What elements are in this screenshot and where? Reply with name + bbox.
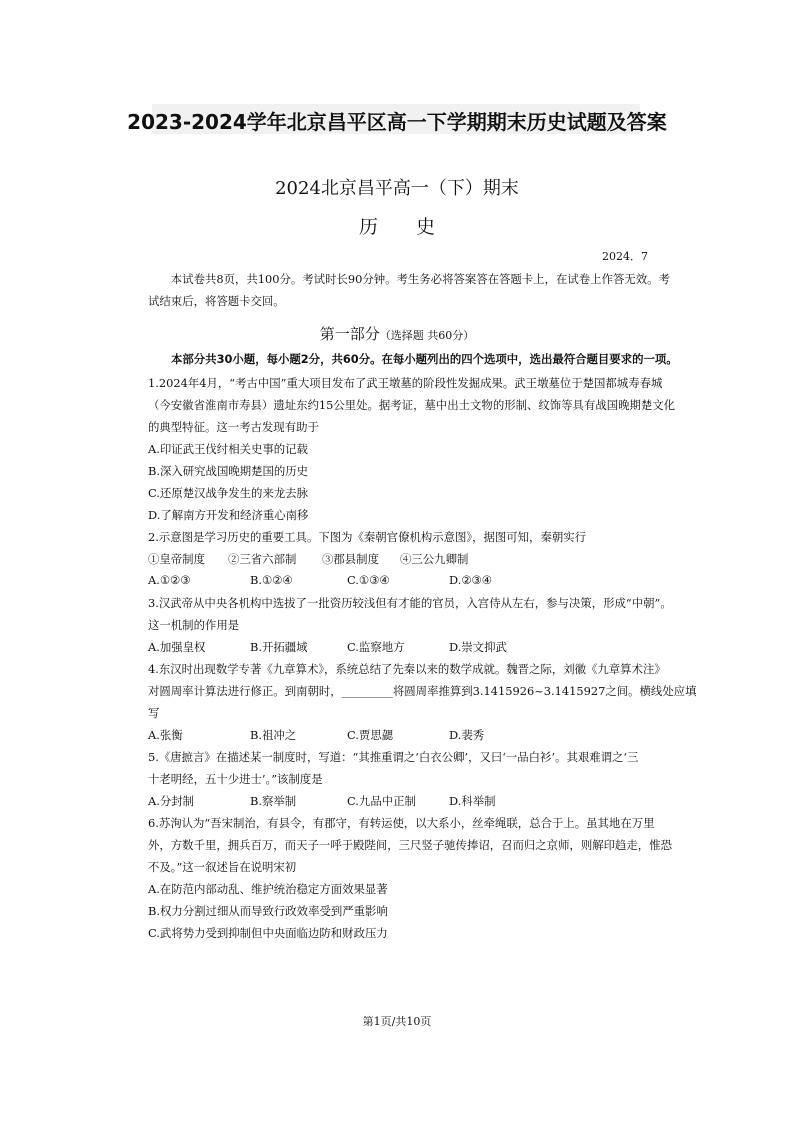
statement-item: ③郡县制度 [322,552,379,566]
answer-option: B.权力分割过细从而导致行政效率受到严重影响 [148,904,388,918]
exam-title: 2024北京昌平高一（下）期末 [275,178,519,199]
statement-item: ①皇帝制度 [148,552,205,566]
answer-option: C.①③④ [347,573,390,587]
intro-line: 本试卷共8页，共100分。考试时长90分钟。考生务必将答案答在答题卡上，在试卷上作答无效。考 [148,272,670,286]
statement-item: ④三公九卿制 [400,552,469,566]
part-heading [0,323,794,344]
answer-option: B.①②④ [250,573,293,587]
subject-title: 历 史 [358,216,435,238]
question-stem-line: 对圆周率计算法进行修正。到南朝时，_________将圆周率推算到3.1415926~3.1415927之间。横线处应填 [148,684,697,698]
question-stem-line: 5.《唐摭言》在描述某一制度时，写道：“其推重谓之‘白衣公卿’，又曰‘一品白衫’。其艰难谓之‘三 [148,750,639,764]
answer-option: D.裴秀 [449,728,485,742]
answer-option: D.②③④ [449,573,492,587]
question-stem-line: 不及。”这一叙述旨在说明宋初 [148,860,297,874]
question-stem-line: 1.2024年4月，“考古中国”重大项目发布了武王墩墓的阶段性发掘成果。武王墩墓位于楚国都城寿春城 [148,376,663,390]
answer-option: D.崇文抑武 [449,640,507,654]
answer-option: D.了解南方开发和经济重心南移 [148,508,309,522]
answer-option: A.在防范内部动乱、维护统治稳定方面效果显著 [148,882,388,896]
intro-line: 试结束后，将答题卡交回。 [148,294,285,308]
statement-item: ②三省六部制 [228,552,297,566]
question-stem-line: （今安徽省淮南市寿县）遗址东约15公里处。据考证，墓中出土文物的形制、纹饰等具有战国晚期楚文化 [148,398,676,412]
question-stem-line: 这一机制的作用是 [148,618,240,632]
question-stem-line: 2.示意图是学习历史的重要工具。下图为《秦朝官僚机构示意图》，据图可知，秦朝实行 [148,530,587,544]
answer-option: C.武将势力受到抑制但中央面临边防和财政压力 [148,926,388,940]
question-stem-line: 6.苏洵认为“吾宋制治，有县令，有郡守，有转运使，以大系小，丝牵绳联，总合于上。虽其地在万里 [148,816,655,830]
answer-option: B.开拓疆域 [250,640,308,654]
question-stem-line: 4.东汉时出现数学专著《九章算术》，系统总结了先秦以来的数学成就。魏晋之际，刘徽《九章算术注》 [148,662,666,676]
part-title: 第一部分 [319,325,380,343]
answer-option: A.张衡 [148,728,183,742]
answer-option: C.贾思勰 [347,728,394,742]
answer-option: C.监察地方 [347,640,405,654]
answer-option: B.深入研究战国晚期楚国的历史 [148,464,309,478]
answer-option: A.加强皇权 [148,640,206,654]
answer-option: D.科举制 [449,794,496,808]
question-stem-line: 外，方数千里，拥兵百万，而天子一呼于殿陛间，三尺竖子驰传捧诏，召而归之京师，则解印趋走，惟恐 [148,838,672,852]
exam-date: 2024．7 [602,250,648,263]
question-stem-line: 写 [148,706,160,720]
part-note: （选择题 共60分） [379,329,475,342]
question-stem-line: 的典型特征。这一考古发现有助于 [148,420,319,434]
answer-option: B.察举制 [250,794,297,808]
question-stem-line: 十老明经，五十少进士’。”该制度是 [148,772,323,786]
answer-option: A.分封制 [148,794,195,808]
document-banner-title: 2023-2024学年北京昌平区高一下学期期末历史试题及答案 [127,110,667,134]
answer-option: C.九品中正制 [347,794,416,808]
answer-option: A.印证武王伐纣相关史事的记载 [148,442,308,456]
part-instruction: 本部分共30小题，每小题2分，共60分。在每小题列出的四个选项中，选出最符合题目要求的一项。 [171,352,678,366]
answer-option: C.还原楚汉战争发生的来龙去脉 [148,486,309,500]
page-footer: 第1页/共10页 [362,1015,432,1028]
question-stem-line: 3.汉武帝从中央各机构中选拔了一批资历较浅但有才能的官员，入宫侍从左右，参与决策，形成“中朝”。 [148,596,672,610]
answer-option: A.①②③ [148,573,191,587]
answer-option: B.祖冲之 [250,728,297,742]
